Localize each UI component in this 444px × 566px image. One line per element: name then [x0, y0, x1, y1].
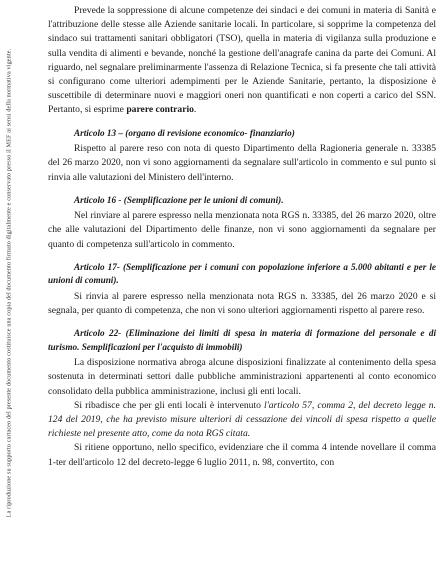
side-note-text: La riproduzione su supporto cartaceo del presente documento costituisce una copia del documento firmato digitalmente e conservato presso il MEF ai sensi della normativa vigente.: [5, 48, 13, 518]
paragraph-sanita-text: Prevede la soppressione di alcune competenze dei sindaci e dei comuni in materia di Sanità e l'attribuzione delle stesse alle Aziende sanitarie locali. In particolare, si sopprime la competenza del sindaco sui trattamenti sanitari obbligatori (TSO), quella in materia di vigilanza sulla produzione e sulla vendita di alimenti e bevande, nonché la gestione dell'anagrafe canina da parte dei Comuni. Al riguardo, nel segnalare preliminarmente l'assenza di Relazione Tecnica, si fa presente che tali attività si configurano come ulteriori adempimenti per le Aziende Sanitarie, pertanto, la disposizione è suscettibile di determinare nuovi e maggiori oneri non quantificati e non coperti a carico del SSN. Pertanto, si esprime: [48, 5, 436, 116]
article-22-text-2-start: Si ribadisce che per gli enti locali è intervenuto: [74, 399, 265, 411]
article-17-text: Si rinvia al parere espresso nella menzionata nota RGS n. 33385, del 26 marzo 2020 e si segnala, per quanto di competenza, che non vi sono ulteriori aggiornamenti rispetto al parere reso.: [48, 290, 436, 317]
article-22-text-1: La disposizione normativa abroga alcune disposizioni finalizzate al contenimento della spesa sostenuta in determinati settori dalle pubbliche amministrazioni appartenenti al conto economico consolidato della pubblica amministrazione, inclusi gli enti locali.: [48, 357, 436, 397]
article-16-heading: Articolo 16 - (Semplificazione per le unioni di comuni).: [74, 194, 284, 205]
article-22-text-2: [48, 399, 436, 442]
paragraph-sanita: [48, 4, 436, 118]
article-22-text-3: Si ritiene opportuno, nello specifico, evidenziare che il comma 4 intende novellare il comma 1-ter dell'articolo 12 del decreto-legge 6 luglio 2011, n. 98, convertito, con: [48, 442, 436, 468]
archival-side-note: [0, 0, 18, 566]
paragraph-sanita-end: .: [193, 104, 197, 116]
article-22-text-2-italic: l'articolo 57, comma 2, del decreto legge n. 124 del 2019, che ha previsto misure ulteriori di cessazione dei vincoli di spesa rispetto a quelle richieste nel presente atto, come da nota RGS citata.: [48, 399, 436, 440]
article-13-heading: Articolo 13 – (organo di revisione economico- finanziario): [74, 127, 295, 138]
parere-contrario-text: parere contrario: [126, 104, 194, 116]
article-16-text: Nel rinviare al parere espresso nella menzionata nota RGS n. 33385, del 26 marzo 2020, oltre che alle valutazioni del Dipartimento delle finanze, non vi sono aggiornamenti da segnalare per quanto di competenza sull'articolo in commento.: [48, 210, 436, 250]
article-22-heading: Articolo 22- (Eliminazione dei limiti di spesa in materia di formazione del personale e di turismo. Semplificazioni per l'acquisto di immobili): [48, 328, 436, 352]
article-13-text: Rispetto al parere reso con nota di questo Dipartimento della Ragioneria generale n. 33385 del 26 marzo 2020, non vi sono aggiornamenti da segnalare sull'articolo in commento e sul punto si rinvia alle valutazioni del Ministero dell'interno.: [48, 143, 436, 183]
article-17-heading: Articolo 17- (Semplificazione per i comuni con popolazione inferiore a 5.000 abitanti e per le unioni di comuni).: [48, 261, 436, 286]
document-page: [48, 4, 436, 470]
